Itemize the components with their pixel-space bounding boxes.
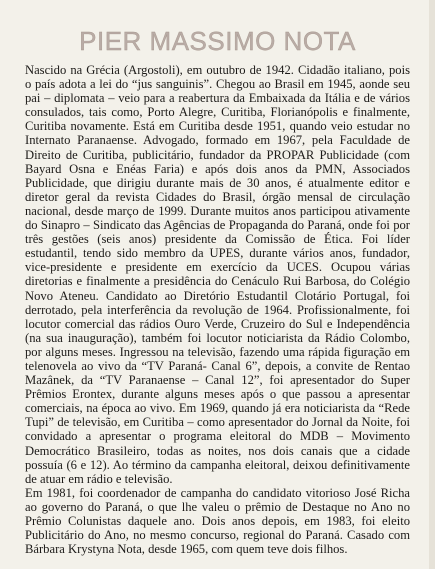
page-title: PIER MASSIMO NOTA <box>79 26 356 56</box>
biography-text <box>25 63 410 563</box>
biography-paragraph: Nascido na Grécia (Argostoli), em outubro de 1942. Cidadão italiano, pois o país adota a lei do “jus sanguinis”. Chegou ao Brasil em 1945, aonde seu pai – diplomata – veio para a reabertura da Embaixada da Itália e de vários consulados, tais como, Porto Alegre, Curitiba, Florianópolis e finalmente, Curitiba novamente. Está em Curitiba desde 1951, quando veio estudar no Internato Paranaense. Advogado, formado em 1967, pela Faculdade de Direito de Curitiba, publicitário, fundador da PROPAR Publicidade (com Bayard Osna e Enéas Faria) e após dois anos da PMN, Associados Publicidade, que dirigiu durante mais de 30 anos, é atualmente editor e diretor geral da revista Cidades do Brasil, órgão mensal de circulação nacional, desde março de 1999. Durante muitos anos participou ativamente do Sinapro – Sindicato das Agências de Propaganda do Paraná, onde foi por três gestões (seis anos) presidente da Comissão de Ética. Foi líder estudantil, tendo sido membro da UPES, durante vários anos, fundador, vice-presidente e presidente em exercício da UCES. Ocupou várias diretorias e finalmente a presidência do Cenáculo Rui Barbosa, do Colégio Novo Ateneu. Candidato ao Diretório Estudantil Clotário Portugal, foi derrotado, pela interferência da revolução de 1964. Profissionalmente, foi locutor comercial das rádios Ouro Verde, Cruzeiro do Sul e Independência (na sua inauguração), também foi locutor noticiarista da Rádio Colombo, por alguns meses. Ingressou na televisão, fazendo uma rápida figuração em telenovela ao vivo da “TV Paraná- Canal 6”, depois, a convite de Rentao Mazânek, da “TV Paranaense – Canal 12”, foi apresentador do Super Prêmios Erontex, durante alguns meses após o que passou a apresentar comerciais, na época ao vivo. Em 1969, quando já era noticiarista da “Rede Tupi” de televisão, em Curitiba – como apresentador do Jornal da Noite, foi convidado a apresentar o programa eleitoral do MDB – Movimento Democrático Brasileiro, todas as noites, nos dois canais que a cidade possuía (6 e 12). Ao término da campanha eleitoral, deixou definitivamente de atuar em rádio e televisão. <box>25 63 410 486</box>
biography-paragraph: Em 1981, foi coordenador de campanha do candidato vitorioso José Richa ao governo do Paraná, o que lhe valeu o prêmio de Destaque no Ano no Prêmio Colunistas daquele ano. Dois anos depois, em 1983, foi eleito Publicitário do Ano, no mesmo concurso, regional do Paraná. Casado com Bárbara Krystyna Nota, desde 1965, com quem teve dois filhos. <box>25 485 410 557</box>
